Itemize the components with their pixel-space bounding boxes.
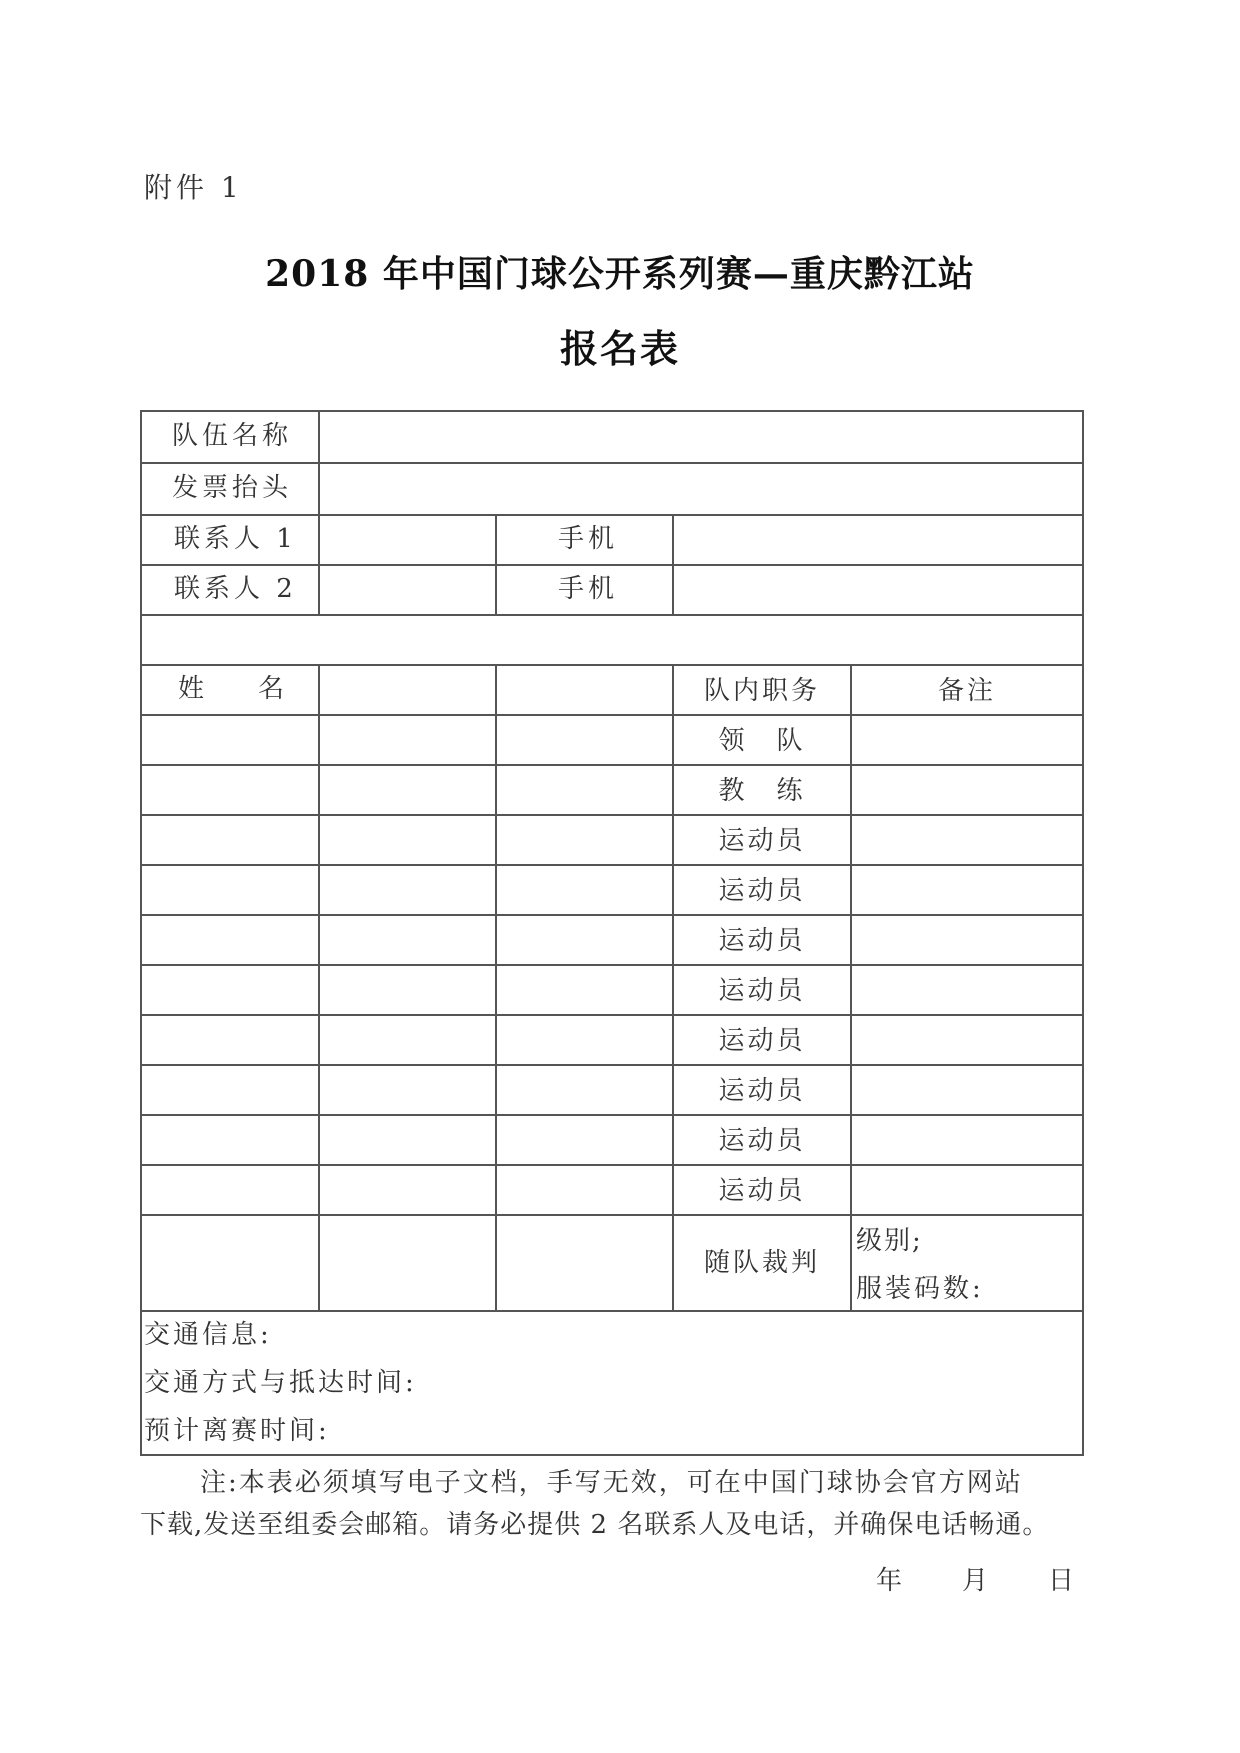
role-athlete: 运动员 (718, 1076, 806, 1106)
date-month: 月 (962, 1566, 989, 1596)
referee-size-label: 服装码数: (856, 1274, 984, 1304)
contact1-phone-label: 手机 (558, 524, 619, 554)
invoice-title-label: 发票抬头 (172, 473, 293, 503)
registration-table (140, 410, 1084, 1456)
col-line (495, 514, 497, 614)
row-line (140, 1310, 1084, 1312)
role-athlete: 运动员 (718, 976, 806, 1006)
contact1-name-field[interactable] (320, 516, 495, 564)
page-title: 2018 年中国门球公开系列赛—重庆黔江站 (265, 253, 975, 295)
contact2-name-field[interactable] (320, 566, 495, 614)
row-line (140, 714, 1084, 716)
note-line-1: 注:本表必须填写电子文档，手写无效，可在中国门球协会官方网站 (200, 1468, 1023, 1498)
col-line (318, 664, 320, 1310)
table-border-right (1082, 410, 1084, 1456)
role-referee: 随队裁判 (703, 1248, 820, 1278)
row-line (140, 664, 1084, 666)
departure-time-label: 预计离赛时间: (144, 1416, 330, 1446)
team-name-field[interactable] (320, 412, 1082, 462)
row-line (140, 764, 1084, 766)
contact2-phone-field[interactable] (674, 566, 1082, 614)
position-header: 队内职务 (703, 676, 820, 706)
transport-arrival-label: 交通方式与抵达时间: (144, 1368, 417, 1398)
role-coach: 教 练 (718, 776, 806, 806)
date-year: 年 (876, 1566, 903, 1596)
team-name-label: 队伍名称 (172, 421, 293, 451)
role-athlete: 运动员 (718, 926, 806, 956)
contact1-label: 联系人 1 (174, 524, 297, 554)
note-line-2: 下载,发送至组委会邮箱。请务必提供 2 名联系人及电话，并确保电话畅通。 (140, 1510, 1050, 1540)
page-subtitle: 报名表 (559, 326, 680, 371)
referee-level-label: 级别; (856, 1226, 923, 1256)
col-line (495, 664, 497, 1310)
row-line (140, 614, 1084, 616)
table-border-bottom (140, 1454, 1084, 1456)
contact1-phone-field[interactable] (674, 516, 1082, 564)
role-athlete: 运动员 (718, 1126, 806, 1156)
role-athlete: 运动员 (718, 1026, 806, 1056)
col-line (850, 664, 852, 1310)
remarks-header: 备注 (937, 676, 996, 706)
row-line (140, 1014, 1084, 1016)
contact2-label: 联系人 2 (174, 574, 297, 604)
row-line (140, 914, 1084, 916)
role-athlete: 运动员 (718, 876, 806, 906)
row-line (140, 864, 1084, 866)
row-line (140, 814, 1084, 816)
attachment-label: 附件 1 (144, 171, 243, 204)
row-line (140, 1164, 1084, 1166)
row-line (140, 1214, 1084, 1216)
row-line (140, 1114, 1084, 1116)
invoice-title-field[interactable] (320, 464, 1082, 514)
role-athlete: 运动员 (718, 1176, 806, 1206)
role-leader: 领 队 (718, 726, 806, 756)
row-line (140, 964, 1084, 966)
date-day: 日 (1048, 1566, 1075, 1596)
transport-info-label: 交通信息: (144, 1320, 272, 1350)
contact2-phone-label: 手机 (558, 574, 619, 604)
row-line (140, 1064, 1084, 1066)
table-border-left (140, 410, 142, 1456)
name-header: 姓 名 (178, 674, 299, 704)
role-athlete: 运动员 (718, 826, 806, 856)
